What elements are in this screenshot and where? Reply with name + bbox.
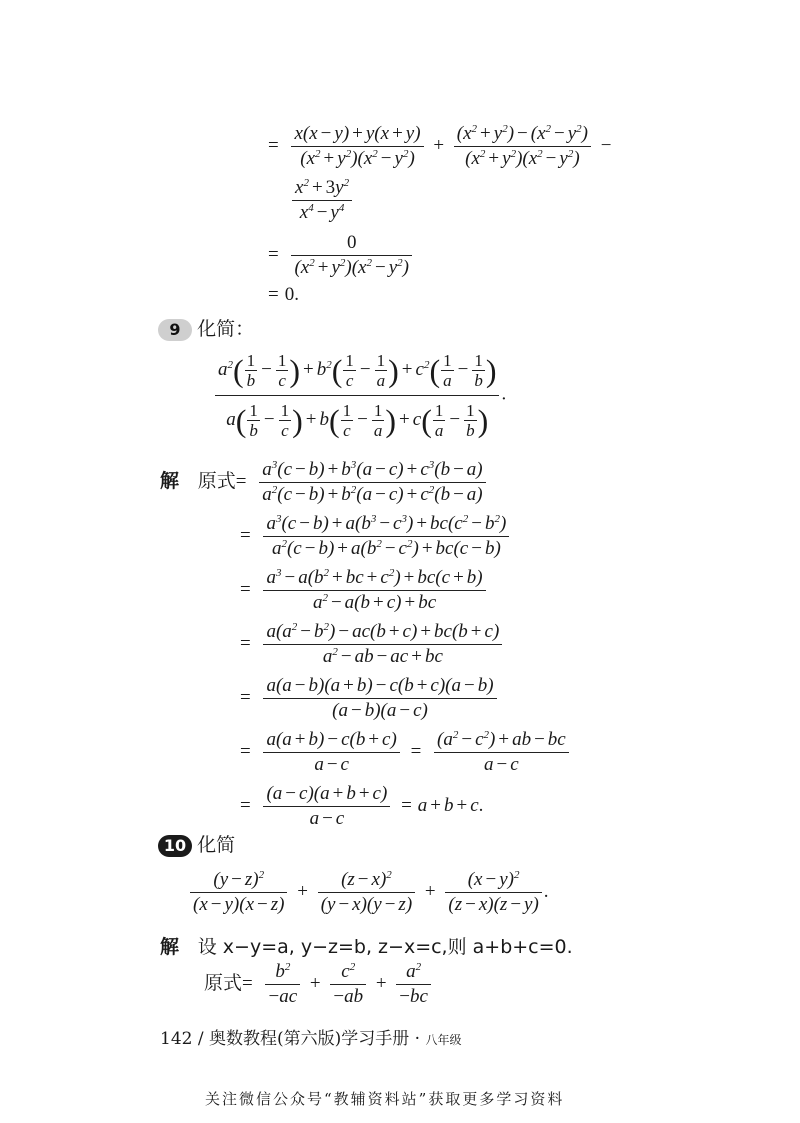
problem-9-header — [158, 314, 254, 341]
footer-dot: · — [414, 1029, 421, 1049]
footer-separator: / — [197, 1029, 204, 1049]
wechat-watermark: 关注微信公众号“教辅资料站”获取更多学习资料 — [205, 1090, 565, 1108]
problem-10-expression: $\frac{(y - z)^2}{(x - y)(x - z)}$ + $\frac{(z - x)^2}{(y - x)(y - z)}$ + $\frac{(x - y)^2}{(z - x)(z - y)}$ . — [188, 868, 549, 917]
problem-prompt: 化简： — [197, 318, 255, 340]
solution-10-line-2: 原式= $\frac{b^2}{-ac}$ + $\frac{c^2}{-ab}$ + $\frac{a^2}{-bc}$ — [204, 960, 433, 1009]
solution-10-line-1 — [160, 932, 573, 959]
grade-label: 八年级 — [425, 1033, 462, 1047]
equation-line: = $\frac{0}{(x^2 + y^2)(x^2 - y^2)}$ — [268, 231, 414, 280]
problem-number-badge: 10 — [158, 835, 192, 857]
solution-label: 解 — [160, 469, 180, 492]
problem-10-header — [158, 830, 235, 857]
solution-9-line-1: 解 原式= $\frac{a^3(c - b) + b^3(a - c) + c^3(b - a)}{a^2(c - b) + b^2(a - c) + c^2(b - a)}$ — [160, 458, 488, 507]
equation-line: = $\frac{a(a + b) - c(b + c)}{a - c}$ = $\frac{(a^2 - c^2) + ab - bc}{a - c}$ — [240, 728, 571, 777]
page-number: 142 — [160, 1029, 193, 1049]
equation-line: $\frac{x^2 + 3y^2}{x^4 - y^4}$ — [290, 176, 354, 225]
book-title: 奥数教程(第六版)学习手册 — [209, 1029, 410, 1049]
solution-label: 解 — [160, 936, 180, 958]
original-expression-label: 原式 — [204, 971, 243, 994]
equation-line: = 0. — [268, 284, 299, 305]
solution-10-intro: 设 x−y=a, y−z=b, z−x=c,则 a+b+c=0. — [197, 936, 573, 958]
equation-line: = $\frac{a(a^2 - b^2) - ac(b + c) + bc(b + c)}{a^2 - ab - ac + bc}$ — [240, 620, 504, 669]
page-footer — [160, 1024, 462, 1049]
problem-number-badge: 9 — [158, 319, 192, 341]
original-expression-label: 原式 — [197, 469, 236, 492]
equation-line: = $\frac{a(a - b)(a + b) - c(b + c)(a - b)}{(a - b)(a - c)}$ — [240, 674, 499, 723]
problem-prompt: 化简 — [197, 834, 236, 856]
equation-line: = $\frac{a^3(c - b) + a(b^3 - c^3) + bc(c^2 - b^2)}{a^2(c - b) + a(b^2 - c^2) + bc(c - b)}$ — [240, 512, 511, 561]
equation-line: = $\frac{x(x - y) + y(x + y)}{(x^2 + y^2)(x^2 - y^2)}$ + $\frac{(x^2 + y^2) - (x^2 - y^2)}{(x^2 + y^2)(x^2 - y^2)}$ − — [268, 123, 612, 169]
equation-line: = $\frac{(a - c)(a + b + c)}{a - c}$ = a + b + c. — [240, 783, 484, 829]
equation-line: = $\frac{a^3 - a(b^2 + bc + c^2) + bc(c + b)}{a^2 - a(b + c) + bc}$ — [240, 566, 488, 615]
problem-9-expression: $a^2$( $\frac{1}{b}$ − $\frac{1}{c}$ ) + $b^2$( $\frac{1}{c}$ − $\frac{1}{a}$ ) + $c^2$( $\frac{1}{a}$ − $\frac{1}{b}$ ) a( $\frac{1}{b}$ − $\frac{1}{c}$ ) + b( $\frac{1}{c}$ − $\frac{1}{a}$ ) + c( $\frac{1}{a}$ − $\frac{1}{b}$ ) . — [213, 346, 506, 444]
